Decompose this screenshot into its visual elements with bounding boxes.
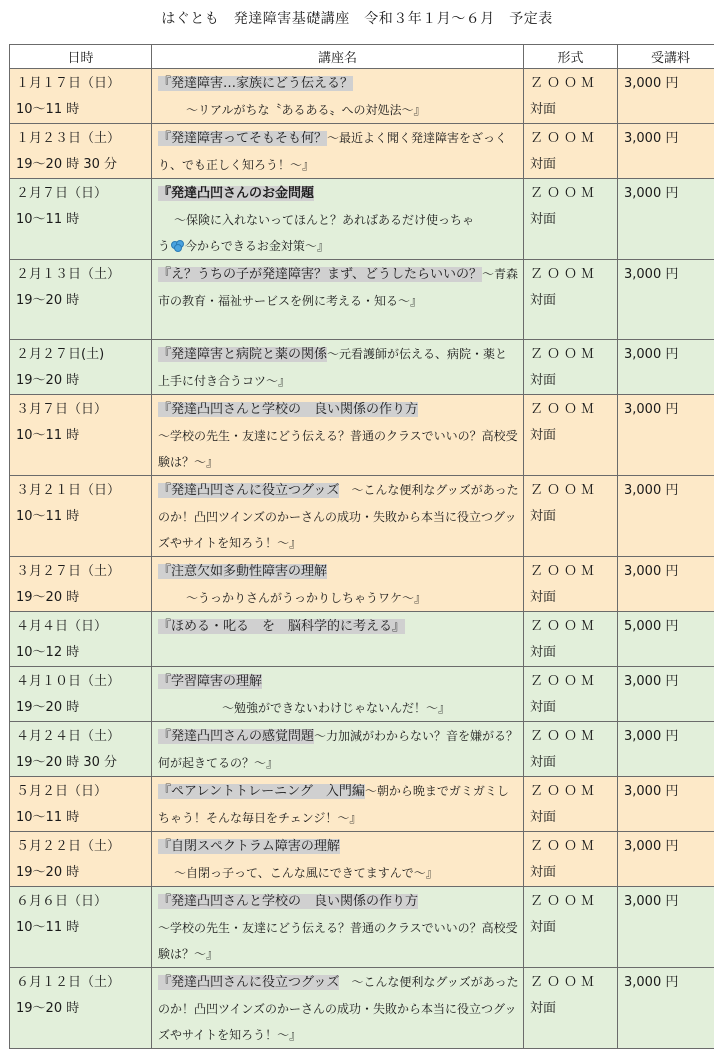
course-subtitle: ～朝から晩までガミガミしちゃう！そんな毎日をチェンジ！～』: [158, 784, 509, 825]
date-cell: [10, 179, 152, 260]
row-time: 10～11 時: [16, 423, 145, 449]
course-fee: 3,000 円: [618, 395, 714, 425]
header-title: 講座名: [152, 45, 524, 69]
title-cell: [152, 124, 524, 179]
course-subtitle: ～こんな便利なグッズがあったのか！凸凹ツインズのかーさんの成功・失敗から本当に役立つグッズやサイトを知ろう！～』: [158, 483, 519, 550]
format-inperson: 対面: [530, 860, 611, 886]
title-cell: [152, 260, 524, 340]
format-zoom: ＺＯＯＭ: [530, 181, 611, 207]
fee-cell: [618, 612, 714, 667]
table-row: [10, 968, 714, 1049]
schedule-table: [9, 44, 714, 1049]
format-zoom: ＺＯＯＭ: [530, 779, 611, 805]
row-time: 10～11 時: [16, 97, 145, 123]
course-title: 『発達凸凹さんに役立つグッズ: [158, 483, 339, 498]
course-fee: 3,000 円: [618, 124, 714, 154]
row-date: ３月２１日（日）: [16, 478, 145, 504]
fee-cell: [618, 832, 714, 887]
row-date: ２月１３日（土）: [16, 262, 145, 288]
course-fee: 3,000 円: [618, 887, 714, 917]
course-title: 『自閉スペクトラム障害の理解: [158, 839, 340, 854]
course-title: 『発達障害と病院と薬の関係: [158, 347, 327, 362]
course-fee: 5,000 円: [618, 612, 714, 642]
course-fee: 3,000 円: [618, 260, 714, 290]
course-title: 『ほめる・叱る を 脳科学的に考える』: [158, 619, 405, 634]
format-zoom: ＺＯＯＭ: [530, 559, 611, 585]
format-inperson: 対面: [530, 423, 611, 449]
bubbles-icon: [171, 240, 184, 251]
table-row: [10, 340, 714, 395]
table-row: [10, 722, 714, 777]
course-title: 『ペアレントトレーニング 入門編: [158, 784, 365, 799]
format-cell: [524, 887, 618, 968]
date-cell: [10, 124, 152, 179]
format-inperson: 対面: [530, 915, 611, 941]
date-cell: [10, 395, 152, 476]
course-title: 『発達凸凹さんと学校の 良い関係の作り方: [158, 894, 418, 909]
format-cell: [524, 260, 618, 340]
row-time: 19～20 時 30 分: [16, 750, 145, 776]
table-row: [10, 179, 714, 260]
course-subtitle-cont: う: [158, 239, 170, 253]
fee-cell: [618, 340, 714, 395]
table-row: [10, 612, 714, 667]
fee-cell: [618, 476, 714, 557]
date-cell: [10, 476, 152, 557]
course-subtitle: ～うっかりさんがうっかりしちゃうワケ～』: [158, 585, 519, 611]
format-cell: [524, 69, 618, 124]
date-cell: [10, 832, 152, 887]
title-cell: [152, 722, 524, 777]
date-cell: [10, 722, 152, 777]
course-title: 『発達凸凹さんと学校の 良い関係の作り方: [158, 402, 418, 417]
format-inperson: 対面: [530, 805, 611, 831]
course-subtitle: ～学校の先生・友達にどう伝える？普通のクラスでいいの？高校受験は？～』: [158, 429, 518, 469]
course-fee: 3,000 円: [618, 179, 714, 209]
table-header-row: [10, 45, 714, 69]
course-fee: 3,000 円: [618, 69, 714, 99]
row-date: ６月１２日（土）: [16, 970, 145, 996]
course-fee: 3,000 円: [618, 722, 714, 752]
row-time: 19～20 時: [16, 368, 145, 394]
format-zoom: ＺＯＯＭ: [530, 669, 611, 695]
format-zoom: ＺＯＯＭ: [530, 262, 611, 288]
format-cell: [524, 968, 618, 1049]
table-row: [10, 557, 714, 612]
course-subtitle: ～自閉っ子って、こんな風にできてますんで～』: [158, 860, 519, 886]
row-time: 19～20 時: [16, 288, 145, 314]
format-zoom: ＺＯＯＭ: [530, 834, 611, 860]
course-title: 『発達凸凹さんの感覚問題: [158, 729, 314, 744]
course-subtitle: ～青森市の教育・福祉サービスを例に考える・知る～』: [158, 267, 518, 308]
date-cell: [10, 777, 152, 832]
format-inperson: 対面: [530, 695, 611, 721]
format-inperson: 対面: [530, 996, 611, 1022]
format-inperson: 対面: [530, 368, 611, 394]
row-time: 19～20 時: [16, 860, 145, 886]
format-zoom: ＺＯＯＭ: [530, 970, 611, 996]
date-cell: [10, 667, 152, 722]
date-cell: [10, 69, 152, 124]
table-row: [10, 777, 714, 832]
table-row: [10, 395, 714, 476]
format-cell: [524, 340, 618, 395]
course-fee: 3,000 円: [618, 667, 714, 697]
row-date: ４月２４日（土）: [16, 724, 145, 750]
format-cell: [524, 612, 618, 667]
title-cell: [152, 340, 524, 395]
format-cell: [524, 557, 618, 612]
title-cell: [152, 395, 524, 476]
course-title: 『発達障害ってそもそも何？: [158, 131, 327, 146]
format-inperson: 対面: [530, 504, 611, 530]
fee-cell: [618, 260, 714, 340]
course-fee: 3,000 円: [618, 476, 714, 506]
header-fee: 受講料: [618, 45, 714, 69]
course-title: 『発達凸凹さんに役立つグッズ: [158, 975, 339, 990]
row-time: 19～20 時: [16, 996, 145, 1022]
fee-cell: [618, 887, 714, 968]
course-subtitle: ～リアルがちな〝あるある〟への対処法～』: [158, 97, 519, 123]
format-zoom: ＺＯＯＭ: [530, 126, 611, 152]
format-inperson: 対面: [530, 640, 611, 666]
row-date: ２月７日（日）: [16, 181, 145, 207]
course-fee: 3,000 円: [618, 968, 714, 998]
date-cell: [10, 612, 152, 667]
date-cell: [10, 340, 152, 395]
table-row: [10, 887, 714, 968]
format-zoom: ＺＯＯＭ: [530, 478, 611, 504]
format-cell: [524, 179, 618, 260]
row-date: ５月２２日（土）: [16, 834, 145, 860]
row-date: １月１７日（日）: [16, 71, 145, 97]
header-format: 形式: [524, 45, 618, 69]
title-cell: [152, 179, 524, 260]
row-date: ２月２７日(土): [16, 342, 145, 368]
course-subtitle: ～保険に入れないってほんと？あればあるだけ使っちゃ: [158, 207, 519, 233]
fee-cell: [618, 124, 714, 179]
title-cell: [152, 887, 524, 968]
row-date: ４月１０日（土）: [16, 669, 145, 695]
table-row: [10, 667, 714, 722]
course-subtitle: ～勉強ができないわけじゃないんだ！～』: [158, 695, 519, 721]
format-inperson: 対面: [530, 97, 611, 123]
table-row: [10, 832, 714, 887]
format-cell: [524, 832, 618, 887]
format-zoom: ＺＯＯＭ: [530, 342, 611, 368]
row-time: 10～11 時: [16, 207, 145, 233]
row-date: ５月２日（日）: [16, 779, 145, 805]
format-inperson: 対面: [530, 288, 611, 314]
title-cell: [152, 968, 524, 1049]
course-title: 『注意欠如多動性障害の理解: [158, 564, 327, 579]
fee-cell: [618, 69, 714, 124]
row-time: 19～20 時: [16, 695, 145, 721]
table-row: [10, 476, 714, 557]
header-date: 日時: [10, 45, 152, 69]
course-title: 『え？うちの子が発達障害？まず、どうしたらいいの？: [158, 267, 482, 282]
course-fee: 3,000 円: [618, 340, 714, 370]
course-subtitle: ～力加減がわからない？音を嫌がる？何が起きてるの？～』: [158, 729, 518, 770]
row-date: １月２３日（土）: [16, 126, 145, 152]
course-title: 『発達障害…家族にどう伝える？: [158, 76, 353, 91]
format-zoom: ＺＯＯＭ: [530, 71, 611, 97]
table-row: [10, 260, 714, 340]
fee-cell: [618, 395, 714, 476]
date-cell: [10, 557, 152, 612]
course-fee: 3,000 円: [618, 777, 714, 807]
date-cell: [10, 887, 152, 968]
title-cell: [152, 777, 524, 832]
format-zoom: ＺＯＯＭ: [530, 889, 611, 915]
format-inperson: 対面: [530, 152, 611, 178]
format-inperson: 対面: [530, 585, 611, 611]
row-date: ６月６日（日）: [16, 889, 145, 915]
fee-cell: [618, 557, 714, 612]
row-time: 10～11 時: [16, 504, 145, 530]
course-title: 『学習障害の理解: [158, 674, 262, 689]
row-date: ４月４日（日）: [16, 614, 145, 640]
title-cell: [152, 612, 524, 667]
fee-cell: [618, 667, 714, 722]
row-date: ３月２７日（土）: [16, 559, 145, 585]
format-zoom: ＺＯＯＭ: [530, 397, 611, 423]
course-subtitle: ～こんな便利なグッズがあったのか！凸凹ツインズのかーさんの成功・失敗から本当に役立つグッズやサイトを知ろう！～』: [158, 975, 519, 1042]
format-cell: [524, 476, 618, 557]
row-time: 19～20 時: [16, 585, 145, 611]
course-fee: 3,000 円: [618, 832, 714, 862]
title-cell: [152, 667, 524, 722]
date-cell: [10, 260, 152, 340]
row-time: 19～20 時 30 分: [16, 152, 145, 178]
format-cell: [524, 395, 618, 476]
fee-cell: [618, 179, 714, 260]
format-zoom: ＺＯＯＭ: [530, 724, 611, 750]
course-title: 『発達凸凹さんのお金問題: [158, 186, 314, 201]
course-subtitle: ～最近よく聞く発達障害をざっくり、でも正しく知ろう！～』: [158, 131, 507, 172]
title-cell: [152, 69, 524, 124]
format-cell: [524, 722, 618, 777]
format-cell: [524, 124, 618, 179]
format-cell: [524, 777, 618, 832]
title-cell: [152, 557, 524, 612]
row-time: 10～11 時: [16, 805, 145, 831]
page-title: はぐとも 発達障害基礎講座 令和３年１月～６月 予定表: [0, 8, 714, 28]
format-inperson: 対面: [530, 750, 611, 776]
table-row: [10, 124, 714, 179]
fee-cell: [618, 777, 714, 832]
row-time: 10～12 時: [16, 640, 145, 666]
date-cell: [10, 968, 152, 1049]
course-subtitle-end: 今からできるお金対策～』: [185, 239, 329, 253]
format-inperson: 対面: [530, 207, 611, 233]
course-subtitle: ～学校の先生・友達にどう伝える？普通のクラスでいいの？高校受験は？～』: [158, 921, 518, 961]
fee-cell: [618, 968, 714, 1049]
format-zoom: ＺＯＯＭ: [530, 614, 611, 640]
title-cell: [152, 476, 524, 557]
title-cell: [152, 832, 524, 887]
row-date: ３月７日（日）: [16, 397, 145, 423]
format-cell: [524, 667, 618, 722]
course-fee: 3,000 円: [618, 557, 714, 587]
course-subtitle: ～元看護師が伝える、病院・薬と上手に付き合うコツ～』: [158, 347, 507, 388]
table-row: [10, 69, 714, 124]
fee-cell: [618, 722, 714, 777]
row-time: 10～11 時: [16, 915, 145, 941]
